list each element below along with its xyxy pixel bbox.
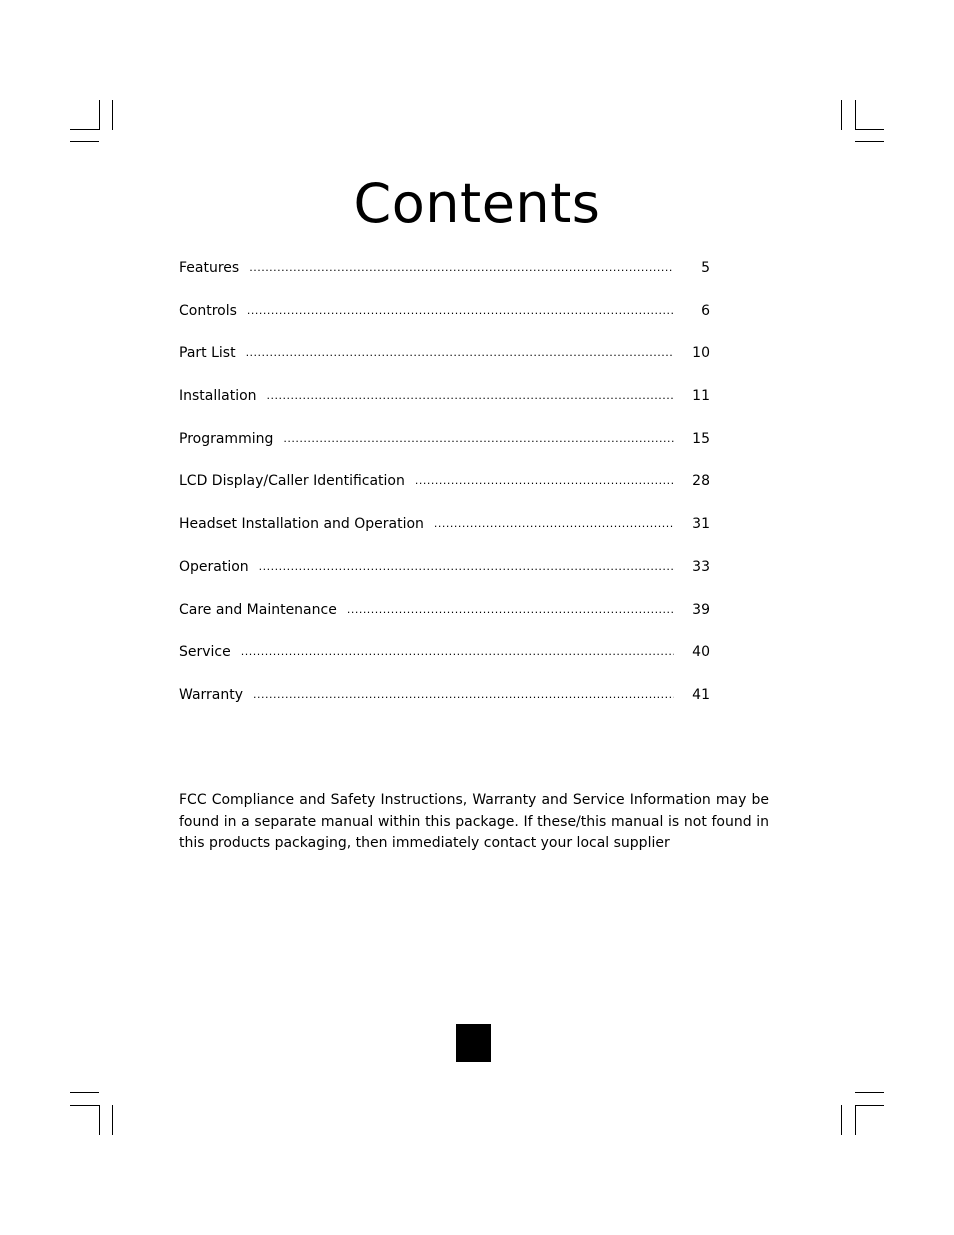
toc-entry-page-number: 41 [692,686,710,703]
toc-dot-leader [259,558,674,576]
toc-entry[interactable] [179,430,710,473]
crop-mark-top-right [855,141,884,142]
toc-entry-page-number: 31 [692,516,710,533]
toc-entry-page-number: 11 [692,388,710,405]
toc-dot-leader [253,686,674,704]
toc-entry-page-number: 40 [692,644,710,661]
crop-mark-top-right [855,100,856,130]
toc-entry[interactable] [179,344,710,387]
toc-entry[interactable] [179,558,710,601]
crop-mark-bottom-right [855,1105,856,1135]
toc-entry-page-number: 15 [692,430,710,447]
toc-entry-page-number: 39 [692,601,710,618]
toc-entry-label: LCD Display/Caller Identification [179,473,405,490]
toc-entry-label: Service [179,644,231,661]
toc-entry-page-number: 10 [692,345,710,362]
toc-entry[interactable] [179,259,710,302]
toc-entry-page-number: 33 [692,558,710,575]
crop-mark-bottom-right [855,1092,884,1093]
toc-entry[interactable] [179,643,710,686]
page-number-marker [456,1024,491,1062]
toc-entry-label: Part List [179,345,236,362]
toc-entry[interactable] [179,302,710,345]
toc-entry[interactable] [179,686,710,729]
crop-mark-top-left [99,100,100,130]
crop-mark-bottom-left [70,1105,99,1106]
toc-entry-page-number: 6 [701,302,710,319]
toc-entry-label: Headset Installation and Operation [179,516,424,533]
crop-mark-bottom-left [99,1105,100,1135]
table-of-contents [179,259,710,729]
toc-entry-label: Operation [179,558,249,575]
toc-entry[interactable] [179,515,710,558]
toc-entry-page-number: 28 [692,473,710,490]
toc-dot-leader [434,515,674,533]
toc-dot-leader [267,387,674,405]
crop-mark-top-right [855,129,884,130]
toc-entry-label: Features [179,260,240,276]
toc-entry-label: Care and Maintenance [179,601,337,618]
crop-mark-bottom-right [841,1105,842,1135]
page-title: Contents [353,172,601,235]
toc-dot-leader [283,430,674,448]
toc-entry[interactable] [179,601,710,644]
toc-dot-leader [246,344,674,362]
toc-entry-label: Programming [179,430,274,447]
toc-entry-label: Controls [179,302,237,319]
crop-mark-bottom-right [855,1105,884,1106]
toc-dot-leader [247,302,674,320]
crop-mark-top-left [112,100,113,130]
toc-dot-leader [249,259,674,277]
toc-dot-leader [415,472,674,490]
toc-entry-label: Warranty [179,686,244,703]
toc-dot-leader [347,601,674,619]
fcc-compliance-notice: FCC Compliance and Safety Instructions, Warranty and Service Information may be found in a separate manual within this package. If these/this manual is not found in this products packaging, then immediately contact your local supplier [179,792,769,851]
toc-entry[interactable] [179,387,710,430]
toc-dot-leader [241,643,674,661]
crop-mark-bottom-left [112,1105,113,1135]
crop-mark-top-left [70,141,99,142]
crop-mark-top-right [841,100,842,130]
crop-mark-top-left [70,129,99,130]
crop-mark-bottom-left [70,1092,99,1093]
toc-entry[interactable] [179,472,710,515]
toc-entry-page-number: 5 [701,260,710,276]
toc-entry-label: Installation [179,388,257,405]
